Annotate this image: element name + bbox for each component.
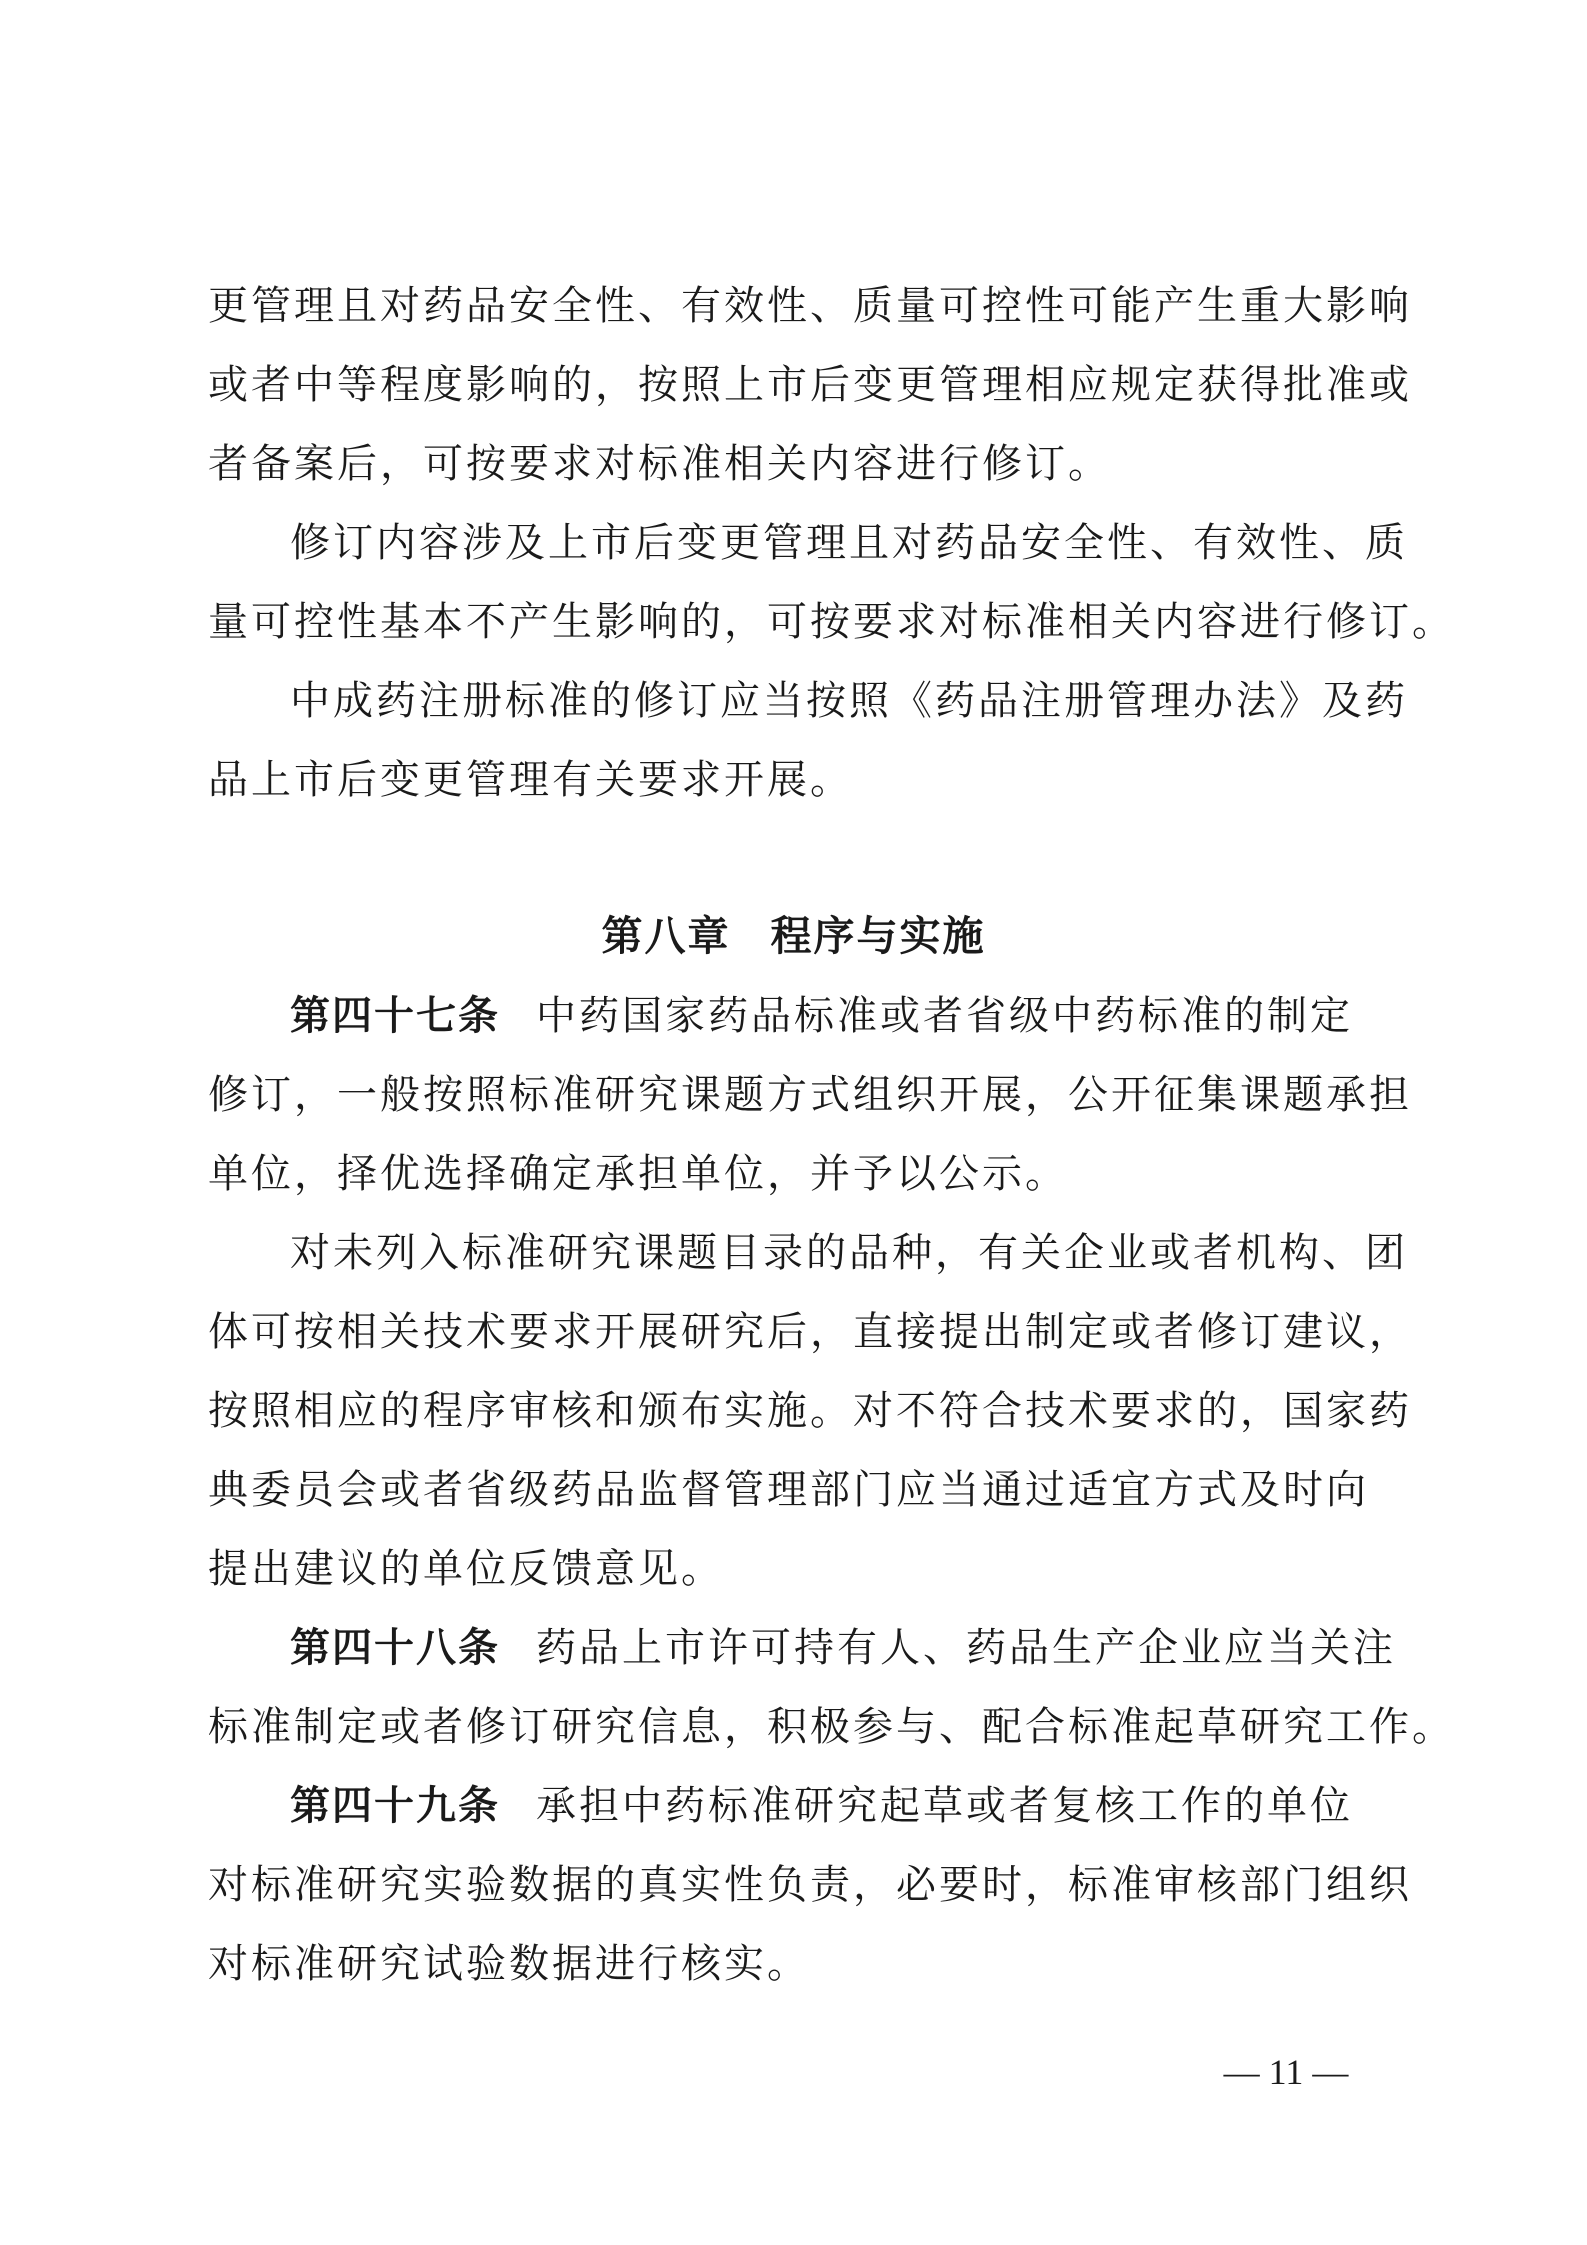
- text-line: 中成药注册标准的修订应当按照《药品注册管理办法》及药: [290, 678, 1408, 724]
- article-48-label: 第四十八条: [290, 1624, 500, 1671]
- chapter-number: 第八章: [601, 912, 731, 960]
- text-line: 典委员会或者省级药品监督管理部门应当通过适宜方式及时向: [208, 1467, 1369, 1513]
- text-line: 标准制定或者修订研究信息，积极参与、配合标准起草研究工作。: [208, 1704, 1455, 1750]
- text-line: 单位，择优选择确定承担单位，并予以公示。: [208, 1151, 1068, 1197]
- text-line: 者备案后，可按要求对标准相关内容进行修订。: [208, 441, 1111, 487]
- article-48-first-line: [290, 1622, 1396, 1674]
- text-line: 对标准研究试验数据进行核实。: [208, 1941, 810, 1987]
- chapter-heading: [0, 910, 1587, 962]
- text-line: 更管理且对药品安全性、有效性、质量可控性可能产生重大影响: [208, 283, 1412, 329]
- page-number: — 11 —: [1223, 2052, 1349, 2092]
- text-line: 修订，一般按照标准研究课题方式组织开展，公开征集课题承担: [208, 1072, 1412, 1118]
- article-49-text: 承担中药标准研究起草或者复核工作的单位: [536, 1783, 1353, 1829]
- chapter-title: 程序与实施: [770, 912, 986, 960]
- text-line: 体可按相关技术要求开展研究后，直接提出制定或者修订建议，: [208, 1309, 1412, 1355]
- text-line: 对标准研究实验数据的真实性负责，必要时，标准审核部门组织: [208, 1862, 1412, 1908]
- text-line: 量可控性基本不产生影响的，可按要求对标准相关内容进行修订。: [208, 599, 1455, 645]
- article-49-first-line: [290, 1780, 1390, 1832]
- text-line: 对未列入标准研究课题目录的品种，有关企业或者机构、团: [290, 1230, 1408, 1276]
- text-line: 按照相应的程序审核和颁布实施。对不符合技术要求的，国家药: [208, 1388, 1412, 1434]
- article-47-first-line: [290, 990, 1390, 1042]
- article-49-label: 第四十九条: [290, 1782, 500, 1829]
- article-47-label: 第四十七条: [290, 992, 500, 1039]
- text-line: 提出建议的单位反馈意见。: [208, 1546, 724, 1592]
- text-line: 或者中等程度影响的，按照上市后变更管理相应规定获得批准或: [208, 362, 1412, 408]
- text-line: 修订内容涉及上市后变更管理且对药品安全性、有效性、质: [290, 520, 1408, 566]
- article-47-text: 中药国家药品标准或者省级中药标准的制定: [536, 993, 1353, 1039]
- article-48-text: 药品上市许可持有人、药品生产企业应当关注: [536, 1625, 1396, 1671]
- text-line: 品上市后变更管理有关要求开展。: [208, 757, 853, 803]
